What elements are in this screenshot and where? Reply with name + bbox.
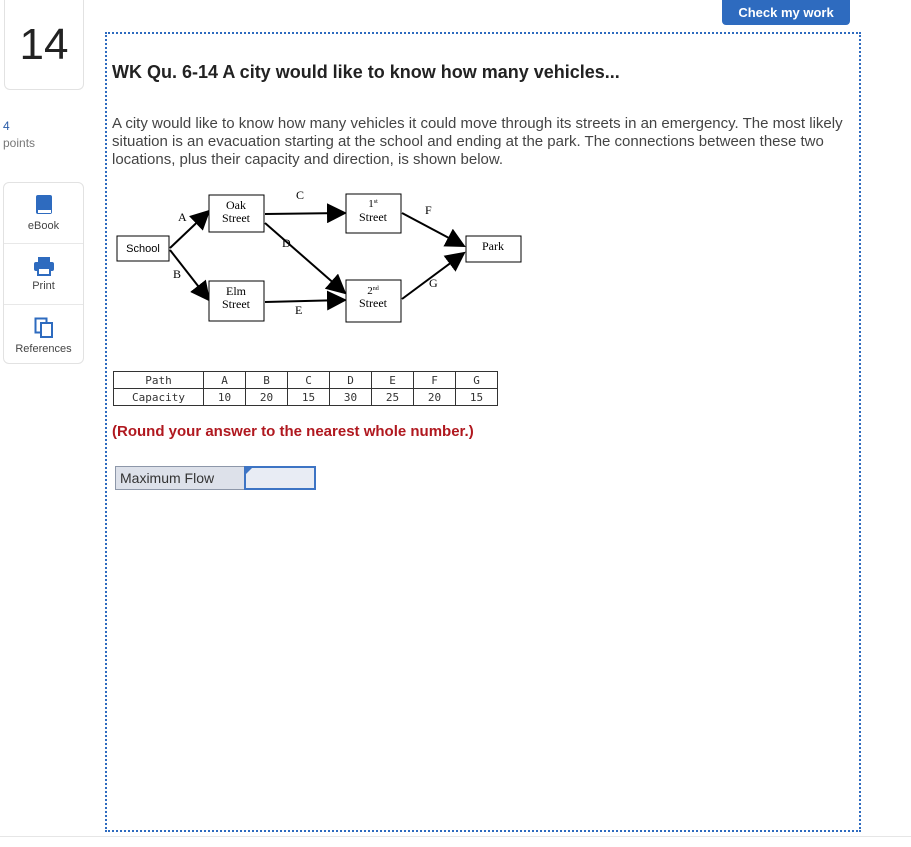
svg-text:Street: Street	[359, 296, 387, 310]
table-cell: C	[288, 372, 330, 389]
edge-a-line	[170, 211, 209, 248]
print-label: Print	[32, 280, 55, 292]
network-diagram	[112, 183, 532, 333]
table-cell: 25	[372, 389, 414, 406]
question-number: 14	[4, 0, 84, 90]
table-cell: B	[246, 372, 288, 389]
question-title: WK Qu. 6-14 A city would like to know how many vehicles...	[112, 62, 620, 82]
table-cell: 10	[204, 389, 246, 406]
edge-a-label: A	[178, 210, 187, 224]
svg-text:School: School	[126, 243, 160, 255]
maximum-flow-label: Maximum Flow	[115, 466, 244, 490]
svg-text:Street: Street	[222, 297, 250, 311]
edge-e-label: E	[295, 303, 303, 317]
node-oak-street	[209, 195, 264, 232]
table-cell: 30	[330, 389, 372, 406]
node-school	[117, 236, 169, 261]
edge-d-label: D	[282, 236, 291, 250]
references-button[interactable]	[4, 305, 83, 366]
table-cell: D	[330, 372, 372, 389]
svg-text:Park: Park	[482, 239, 504, 253]
node-elm-street	[209, 281, 264, 321]
table-cell: E	[372, 372, 414, 389]
maximum-flow-input[interactable]	[244, 466, 316, 490]
svg-text:Street: Street	[222, 211, 250, 225]
print-button[interactable]	[4, 244, 83, 305]
svg-text:Oak: Oak	[226, 198, 246, 212]
table-cell: 20	[246, 389, 288, 406]
node-second-street	[346, 280, 401, 322]
printer-icon	[33, 256, 55, 276]
svg-text:1st: 1st	[368, 198, 378, 210]
edge-c-line	[265, 213, 345, 214]
answer-row	[115, 466, 316, 490]
tools-panel	[3, 182, 84, 364]
table-cell: F	[414, 372, 456, 389]
edge-d-line	[265, 223, 345, 293]
edge-c-label: C	[296, 188, 305, 202]
table-row-capacity	[114, 389, 498, 406]
svg-text:2nd: 2nd	[367, 285, 379, 297]
ebook-button[interactable]	[4, 183, 83, 244]
capacity-table	[113, 371, 498, 406]
rounding-instruction: (Round your answer to the nearest whole number.)	[112, 423, 474, 440]
table-cell: 15	[456, 389, 498, 406]
table-header-capacity: Capacity	[114, 389, 204, 406]
svg-text:Elm: Elm	[226, 284, 246, 298]
edge-b-label: B	[173, 267, 182, 281]
table-header-path: Path	[114, 372, 204, 389]
book-icon	[35, 194, 53, 216]
node-park	[466, 236, 521, 262]
check-my-work-button[interactable]: Check my work	[722, 0, 850, 25]
ebook-label: eBook	[27, 220, 60, 232]
points-label: points	[3, 136, 36, 150]
table-cell: 15	[288, 389, 330, 406]
edge-g-label: G	[429, 276, 438, 290]
copy-icon	[34, 317, 54, 339]
references-label: References	[15, 342, 72, 355]
points-value: 4	[3, 119, 10, 133]
question-text: A city would like to know how many vehicles it could move through its streets in an emergency. The most likely situation is an evacuation starting at the school and ending at the park. The connections between these two locations, plus their capacity and direction, is shown below.	[112, 115, 843, 168]
table-cell: 20	[414, 389, 456, 406]
points-display	[3, 118, 35, 152]
svg-text:Street: Street	[359, 210, 387, 224]
edge-f-label: F	[425, 203, 432, 217]
edge-f-line	[402, 213, 464, 246]
bottom-bar	[0, 836, 911, 847]
table-cell: A	[204, 372, 246, 389]
edge-e-line	[265, 300, 345, 302]
table-cell: G	[456, 372, 498, 389]
node-first-street	[346, 194, 401, 233]
table-row-path	[114, 372, 498, 389]
input-flag-icon	[246, 468, 252, 474]
